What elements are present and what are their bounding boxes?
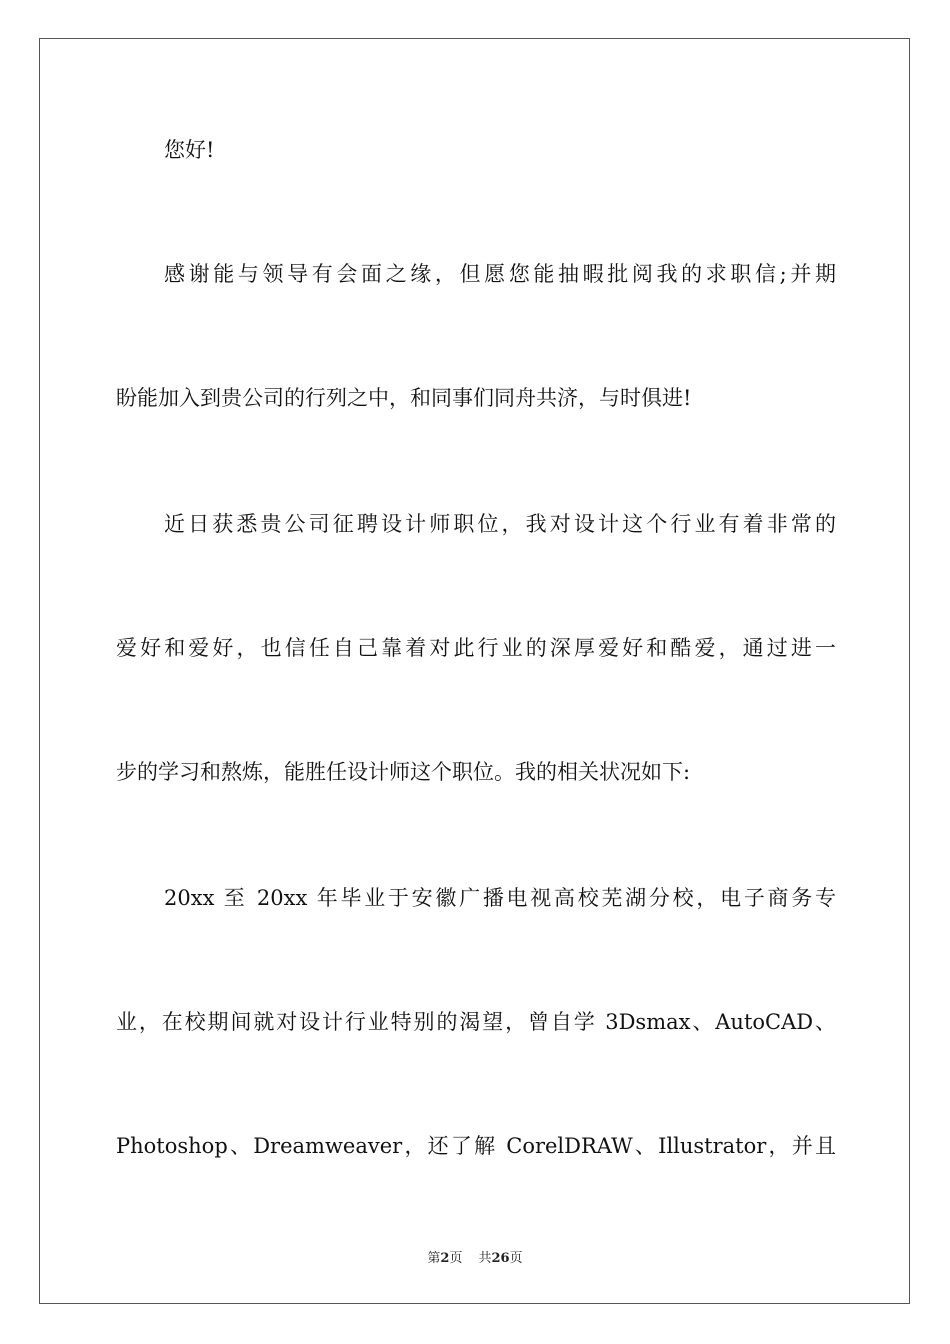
paragraph-3-line-1: 20xx 至 20xx 年毕业于安徽广播电视高校芜湖分校，电子商务专 <box>164 886 836 910</box>
page-number: 2 <box>440 1251 450 1266</box>
paragraph-2-line-1: 近日获悉贵公司征聘设计师职位，我对设计这个行业有着非常的 <box>164 512 836 536</box>
page-footer <box>0 1247 950 1266</box>
total-suffix: 页 <box>509 1251 523 1266</box>
paragraph-1-line-2: 盼能加入到贵公司的行列之中，和同事们同舟共济，与时俱进! <box>116 386 692 410</box>
paragraph-1-line-1: 感谢能与领导有会面之缘，但愿您能抽暇批阅我的求职信;并期 <box>164 262 836 286</box>
page-border <box>39 38 910 1304</box>
page-suffix: 页 <box>449 1251 463 1266</box>
paragraph-2-line-3: 步的学习和熬炼，能胜任设计师这个职位。我的相关状况如下: <box>116 760 691 784</box>
greeting-line: 您好! <box>164 138 215 162</box>
total-prefix: 共 <box>478 1251 492 1266</box>
paragraph-2-line-2: 爱好和爱好，也信任自己靠着对此行业的深厚爱好和酷爱，通过进一 <box>116 636 836 660</box>
total-pages: 26 <box>491 1251 510 1266</box>
page-prefix: 第 <box>427 1251 441 1266</box>
paragraph-3-line-3: Photoshop、Dreamweaver，还了解 CorelDRAW、Illustrator，并且 <box>116 1134 836 1158</box>
paragraph-3-line-2: 业，在校期间就对设计行业特别的渴望，曾自学 3Dsmax、AutoCAD、 <box>116 1010 836 1034</box>
